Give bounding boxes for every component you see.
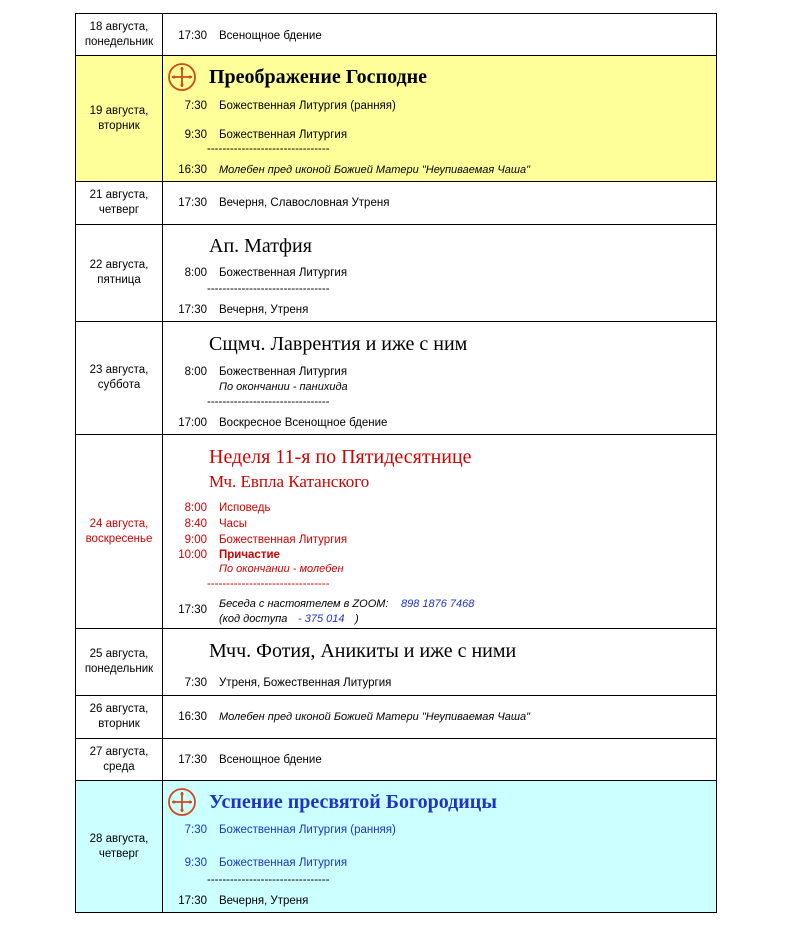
service-line: [163, 162, 716, 178]
service-name: Вечерня, Утреня: [219, 895, 309, 907]
service-time: 16:30: [178, 711, 207, 723]
schedule-row: [76, 225, 717, 322]
service-line: [163, 265, 716, 281]
service-name: Вечерня, Утреня: [219, 304, 309, 316]
service-time: 16:30: [178, 164, 207, 176]
services-cell: [163, 14, 717, 55]
zoom-id: 898 1876 7468: [401, 598, 475, 610]
service-line: [163, 195, 716, 211]
service-name: Божественная Литургия (ранняя): [219, 824, 396, 836]
service-line: [163, 709, 716, 725]
service-line: [163, 98, 716, 114]
saint-subtitle: Мч. Евпла Катанского: [209, 472, 370, 491]
service-time: 9:30: [184, 129, 207, 141]
date-cell: 23 августа, суббота: [76, 322, 163, 434]
service-line: [163, 364, 716, 380]
service-line: [163, 822, 716, 838]
service-name: Вечерня, Славословная Утреня: [219, 197, 390, 209]
saint-title: Ап. Матфия: [209, 235, 312, 257]
service-time: 8:00: [184, 267, 207, 279]
schedule-row: [76, 739, 717, 781]
saint-title: Сщмч. Лаврентия и иже с ним: [209, 333, 468, 355]
service-time: 17:30: [178, 304, 207, 316]
service-name: Божественная Литургия (ранняя): [219, 100, 396, 112]
sunday-title: Неделя 11-я по Пятидесятнице: [209, 446, 472, 468]
service-time: 9:30: [184, 857, 207, 869]
service-time: 8:00: [184, 366, 207, 378]
schedule-row: [76, 14, 717, 56]
service-note: По окончании - панихида: [219, 381, 348, 393]
service-name: Часы: [219, 518, 248, 530]
service-time: 17:30: [178, 604, 207, 616]
date-cell: 19 августа, вторник: [76, 56, 163, 181]
zoom-line: Беседа с настоятелем в ZOOM: 898 1876 7468: [219, 598, 475, 610]
service-time: 17:30: [178, 754, 207, 766]
services-cell: [163, 781, 717, 912]
service-time: 8:40: [184, 518, 207, 530]
schedule-row-feast: [76, 56, 717, 182]
service-time: 8:00: [184, 502, 207, 514]
cross-in-circle-icon: [167, 787, 197, 817]
date-cell: 24 августа, воскресенье: [76, 435, 163, 628]
service-name: Божественная Литургия: [219, 857, 348, 869]
service-time: 17:30: [178, 30, 207, 42]
services-cell: [163, 696, 717, 738]
service-name: Всенощное бдение: [219, 30, 322, 42]
services-cell: [163, 629, 717, 695]
schedule-row-feast: [76, 781, 717, 913]
services-cell: [163, 56, 717, 181]
service-name: Божественная Литургия: [219, 129, 348, 141]
schedule-row: [76, 629, 717, 696]
service-note: По окончании - молебен: [219, 563, 344, 575]
services-cell: [163, 225, 717, 321]
service-name: Утреня, Божественная Литургия: [219, 677, 392, 689]
services-cell: [163, 435, 717, 628]
service-name: Божественная Литургия: [219, 366, 348, 378]
service-name: Воскресное Всенощное бдение: [219, 417, 388, 429]
zoom-code-line: (код доступа - 375 014 ): [219, 613, 359, 625]
service-name: Божественная Литургия: [219, 267, 348, 279]
service-time: 7:30: [184, 824, 207, 836]
date-cell: 21 августа, четверг: [76, 182, 163, 224]
schedule-table: [75, 13, 717, 913]
service-time: 9:00: [184, 534, 207, 546]
service-name: Молебен пред иконой Божией Матери "Неупиваемая Чаша": [219, 711, 530, 723]
separator-line: --------------------------------: [207, 283, 330, 295]
services-cell: [163, 739, 717, 780]
feast-title: Успение пресвятой Богородицы: [209, 791, 497, 813]
saint-title: Мчч. Фотия, Аникиты и иже с ними: [209, 640, 517, 662]
service-name: Божественная Литургия: [219, 534, 348, 546]
services-cell: [163, 322, 717, 434]
service-time: 7:30: [184, 100, 207, 112]
service-time: 17:30: [178, 895, 207, 907]
service-line: [163, 302, 716, 318]
separator-line: --------------------------------: [207, 874, 330, 886]
schedule-row-sunday: [76, 435, 717, 629]
service-time: 10:00: [178, 549, 207, 561]
service-line: [163, 532, 716, 548]
feast-title: Преображение Господне: [209, 66, 428, 88]
service-time: 17:00: [178, 417, 207, 429]
service-line: [163, 893, 716, 909]
schedule-row: [76, 322, 717, 435]
service-line: [163, 675, 716, 691]
service-line: [163, 415, 716, 431]
service-line: [163, 752, 716, 768]
service-name: Исповедь: [219, 502, 271, 514]
service-name: Молебен пред иконой Божией Матери "Неупиваемая Чаша": [219, 164, 530, 176]
service-name: Всенощное бдение: [219, 754, 322, 766]
services-cell: [163, 182, 717, 224]
separator-line: --------------------------------: [207, 578, 330, 590]
date-cell: 27 августа, среда: [76, 739, 163, 780]
service-line: [163, 855, 716, 871]
date-cell: 18 августа, понедельник: [76, 14, 163, 55]
date-cell: 25 августа, понедельник: [76, 629, 163, 695]
cross-in-circle-icon: [167, 62, 197, 92]
service-time: 7:30: [184, 677, 207, 689]
separator-line: --------------------------------: [207, 143, 330, 155]
service-line: [163, 28, 716, 44]
schedule-row: [76, 182, 717, 225]
zoom-code: - 375 014: [298, 613, 345, 625]
service-line: [163, 500, 716, 516]
date-cell: 28 августа, четверг: [76, 781, 163, 912]
separator-line: --------------------------------: [207, 396, 330, 408]
service-line: [163, 516, 716, 532]
schedule-row: [76, 696, 717, 739]
service-name: Причастие: [219, 549, 280, 561]
date-cell: 22 августа, пятница: [76, 225, 163, 321]
service-time: 17:30: [178, 197, 207, 209]
date-cell: 26 августа, вторник: [76, 696, 163, 738]
